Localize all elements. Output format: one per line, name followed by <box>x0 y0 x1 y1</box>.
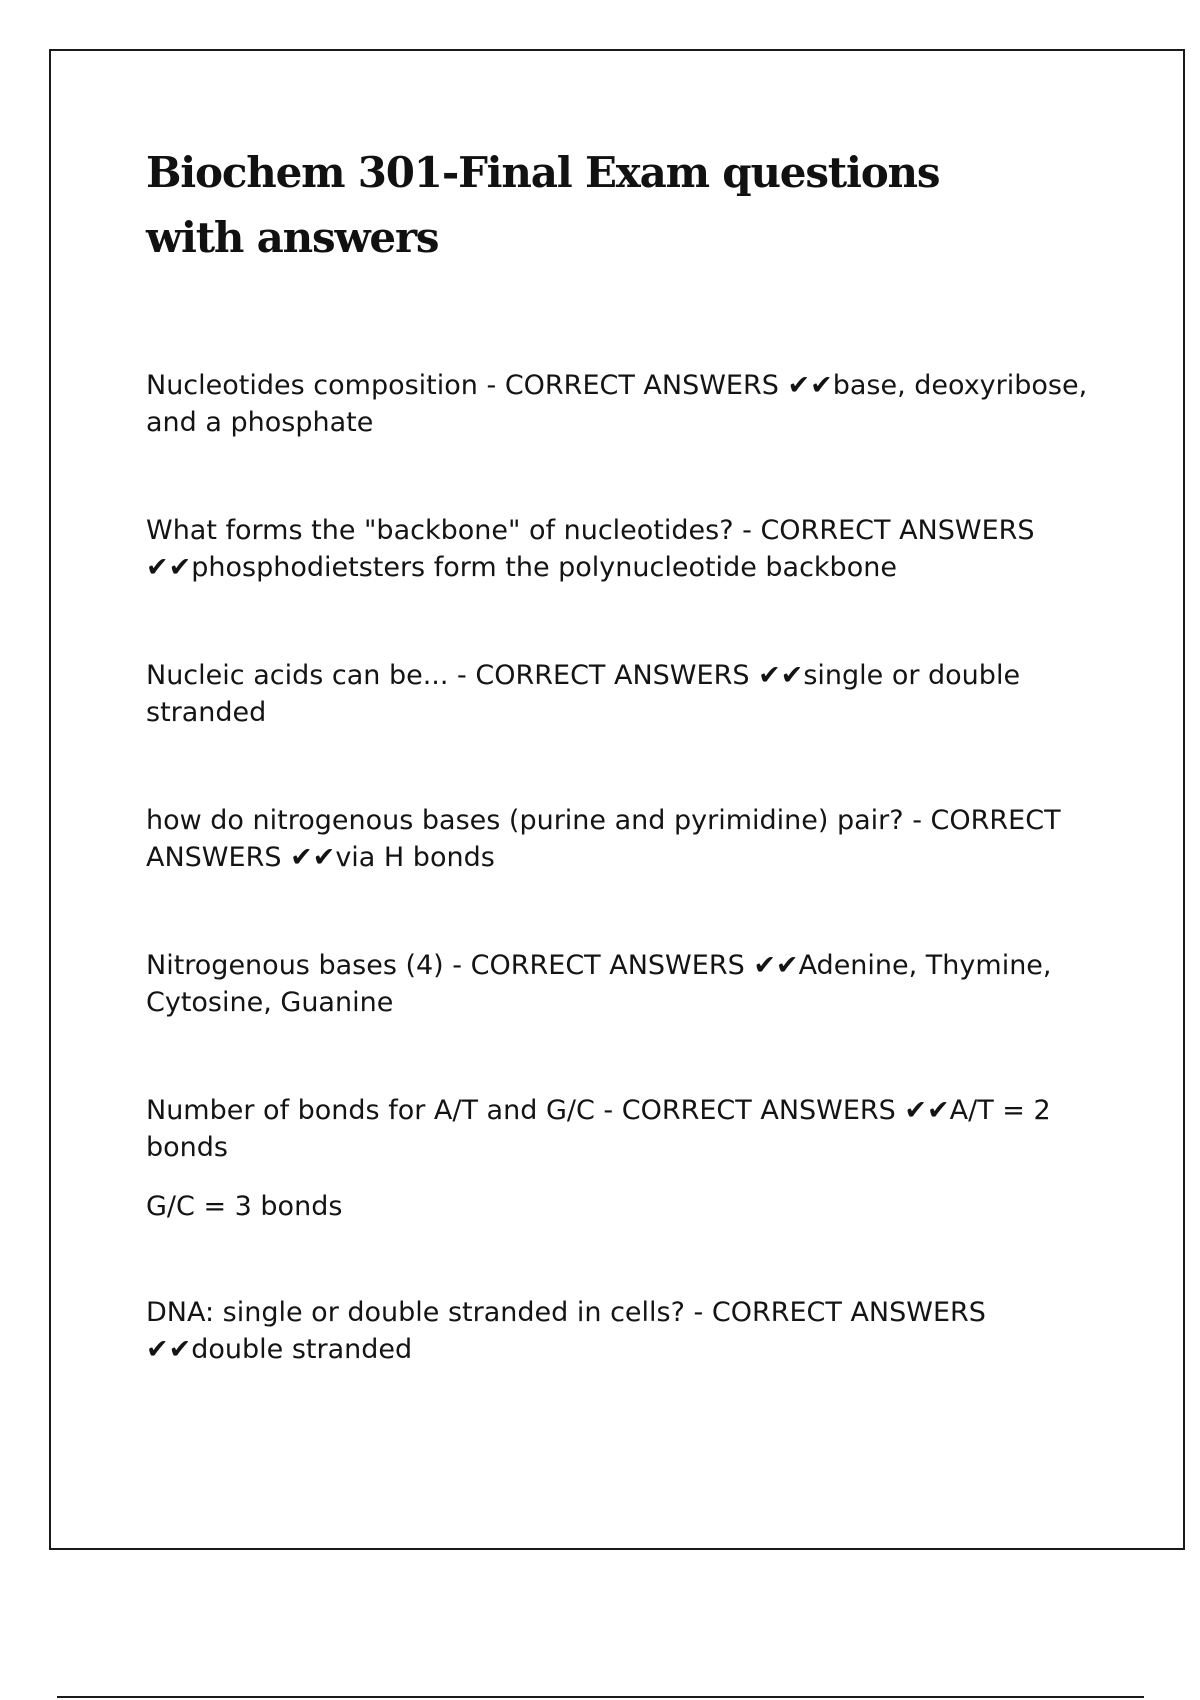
separator: - <box>594 1095 622 1126</box>
double-check-icon: ✔✔ <box>146 1334 192 1365</box>
answer-label: CORRECT ANSWERS <box>621 1095 896 1126</box>
qa-item-base-pairing <box>146 802 1096 876</box>
qa-item-bond-count <box>146 1092 1096 1166</box>
double-check-icon: ✔✔ <box>787 370 833 401</box>
separator: - <box>733 515 761 546</box>
separator: - <box>443 950 471 981</box>
question-text: Nucleic acids can be... <box>146 660 449 691</box>
answer-label: CORRECT ANSWERS <box>470 950 745 981</box>
answer-text: A/T = 2 bonds <box>146 1095 1051 1163</box>
answer-text: phosphodietsters form the polynucleotide backbone <box>191 552 897 583</box>
answer-text: single or double stranded <box>146 660 1021 728</box>
answer-label: CORRECT ANSWERS <box>760 515 1035 546</box>
double-check-icon: ✔✔ <box>290 842 336 873</box>
document-title: Biochem 301-Final Exam questions with answers <box>146 148 940 262</box>
answer-label: CORRECT ANSWERS <box>711 1297 986 1328</box>
separator: - <box>684 1297 712 1328</box>
answer-text: via H bonds <box>335 842 495 873</box>
double-check-icon: ✔✔ <box>758 660 804 691</box>
qa-item-backbone <box>146 512 1096 586</box>
separator: - <box>477 370 505 401</box>
answer-label: CORRECT ANSWERS <box>475 660 750 691</box>
question-text: how do nitrogenous bases (purine and pyrimidine) pair? <box>146 805 904 836</box>
answer-text-continued: G/C = 3 bonds <box>146 1191 343 1222</box>
separator: - <box>448 660 476 691</box>
question-text: Number of bonds for A/T and G/C <box>146 1095 595 1126</box>
question-text: What forms the "backbone" of nucleotides? <box>146 515 734 546</box>
footer-divider <box>57 1696 1144 1698</box>
double-check-icon: ✔✔ <box>904 1095 950 1126</box>
qa-item-nitrogenous-bases <box>146 947 1096 1021</box>
qa-item-nucleotides-composition <box>146 367 1096 441</box>
qa-item-nucleic-acids <box>146 657 1096 731</box>
answer-text: Adenine, Thymine, Cytosine, Guanine <box>146 950 1052 1018</box>
separator: - <box>903 805 931 836</box>
qa-item-dna-strands <box>146 1294 1096 1368</box>
answer-text: double stranded <box>191 1334 413 1365</box>
answer-label: CORRECT ANSWERS <box>146 805 1061 873</box>
double-check-icon: ✔✔ <box>753 950 799 981</box>
answer-label: CORRECT ANSWERS <box>504 370 779 401</box>
question-text: DNA: single or double stranded in cells? <box>146 1297 685 1328</box>
question-text: Nitrogenous bases (4) <box>146 950 444 981</box>
answer-text: base, deoxyribose, and a phosphate <box>146 370 1088 438</box>
double-check-icon: ✔✔ <box>146 552 192 583</box>
question-text: Nucleotides composition <box>146 370 478 401</box>
